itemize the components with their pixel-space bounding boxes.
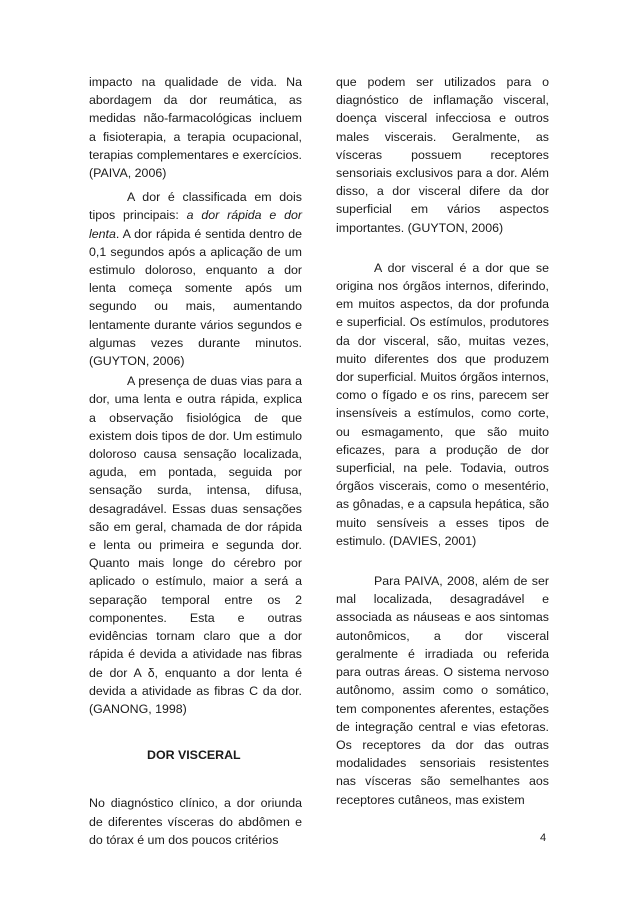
section-heading: DOR VISCERAL xyxy=(147,748,241,763)
page-number: 4 xyxy=(540,832,547,844)
paragraph: No diagnóstico clínico, a dor oriunda de diferentes vísceras do abdômen e do tórax é um dos poucos critérios xyxy=(89,796,302,847)
paragraph xyxy=(89,188,302,370)
paragraph: que podem ser utilizados para o diagnóstico de inflamação visceral, doença visceral infecciosa e outros males viscerais. Geralmente, as vísceras possuem receptores sensoriais exclusivos para a dor. Além disso, a dor visceral difere da dor superficial em vários aspectos importantes. (GUYTON, 2006) xyxy=(336,75,549,235)
left-column xyxy=(89,73,302,849)
paragraph: A dor visceral é a dor que se origina nos órgãos internos, diferindo, em muitos aspectos, da dor profunda e superficial. Os estímulos, produtores da dor visceral, são, muitas vezes, muito diferentes dos que produzem dor superficial. Muitos órgãos internos, como o fígado e os rins, parecem ser insensíveis a estímulos, como corte, ou esmagamento, que são muito eficazes, para a produção de dor superficial, na pele. Todavia, outros órgãos viscerais, como o mesentério, as gônadas, e a capsula hepática, são muito sensíveis a esses tipos de estimulo. (DAVIES, 2001) xyxy=(336,260,549,548)
paragraph-text: . A dor rápida é sentida dentro de 0,1 segundos após a aplicação de um estimulo doloroso, enquanto a dor lenta começa somente após um segundo ou mais, aumentando lentamente durante vários segundos e algumas vezes durante minutos. (GUYTON, 2006) xyxy=(89,226,302,369)
paragraph: impacto na qualidade de vida. Na abordagem da dor reumática, as medidas não-farmacológicas incluem a fisioterapia, a terapia ocupacional, terapias complementares e exercícios. (PAIVA, 2006) xyxy=(89,75,302,181)
paragraph-text: A dor é classificada em dois tipos principais: xyxy=(89,190,302,223)
emphasis-text: a dor rápida e dor lenta xyxy=(89,208,302,241)
paragraph: A presença de duas vias para a dor, uma lenta e outra rápida, explica a observação fisiológica de que existem dois tipos de dor. Um estimulo doloroso causa sensação localizada, aguda, em pontada, seguida por sensação surda, intensa, difusa, desagradável. Essas duas sensações são em geral, chamada de dor rápida e lenta ou primeira e segunda dor. Quanto mais longe do cérebro por aplicado o estímulo, maior a será a separação temporal entre os 2 componentes. Esta e outras evidências tornam claro que a dor rápida é devida a atividade nas fibras de dor A δ, enquanto a dor lenta é devida a atividade as fibras C da dor. (GANONG, 1998) xyxy=(89,374,302,716)
right-column xyxy=(336,73,549,809)
paragraph-gap xyxy=(336,550,549,572)
paragraph-gap xyxy=(336,237,549,259)
paragraph: Para PAIVA, 2008, além de ser mal localizada, desagradável e associada as náuseas e aos sintomas autonômicos, a dor visceral geralmente é irradiada ou referida para outras áreas. O sistema nervoso autônomo, assim como o somático, tem componentes aferentes, estações de integração central e vias efetoras. Os receptores da dor das outras modalidades sensoriais resistentes nas vísceras são semelhantes aos receptores cutâneos, mas existem xyxy=(336,574,549,807)
